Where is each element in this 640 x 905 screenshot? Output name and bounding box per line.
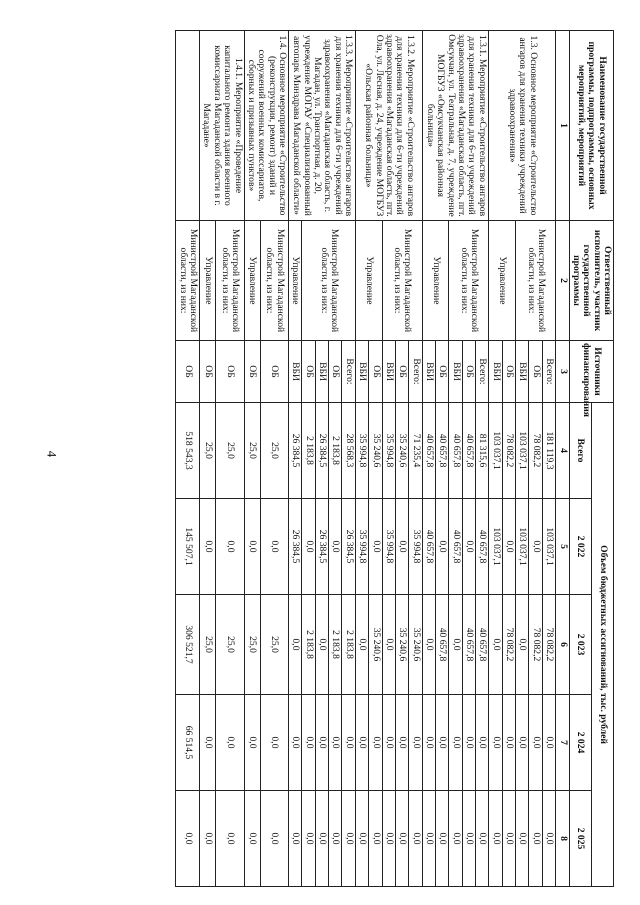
value-year: 0,0 [315,791,328,887]
value-year: 0,0 [529,695,542,791]
value-year: 0,0 [200,791,216,887]
value-year: 0,0 [260,791,288,887]
value-year: 0,0 [369,499,382,595]
value-year: 0,0 [355,791,368,887]
funding-source: ОБ [244,341,260,403]
value-year: 0,0 [289,791,302,887]
funding-source: ОБ [216,341,244,403]
value-year: 0,0 [315,595,328,695]
value-year: 103 037,1 [516,499,529,595]
colnum: 6 [556,595,569,695]
value-total: 518 543,3 [176,403,200,499]
value-total: 103 037,1 [489,403,502,499]
value-year: 0,0 [435,695,448,791]
value-year: 0,0 [395,791,408,887]
value-total: 25,0 [260,403,288,499]
value-total: 2 183,8 [329,403,342,499]
value-year: 0,0 [382,595,395,695]
value-year: 0,0 [462,791,475,887]
value-year: 78 082,2 [542,595,555,695]
value-year: 0,0 [529,791,542,887]
value-year: 0,0 [489,695,502,791]
value-total: 78 082,2 [529,403,542,499]
value-total: 40 657,8 [422,403,435,499]
funding-source: ОБ [302,341,315,403]
value-year: 25,0 [244,595,260,695]
value-year: 0,0 [329,791,342,887]
funding-source: ОБ [176,341,200,403]
measure-name [176,31,200,221]
value-year: 0,0 [529,499,542,595]
value-year: 0,0 [462,695,475,791]
value-total: 40 657,8 [435,403,448,499]
executor: Управление [244,221,260,341]
budget-table [175,30,614,887]
value-year: 40 657,8 [449,499,462,595]
table-row [342,31,355,887]
value-year: 0,0 [462,499,475,595]
value-year: 0,0 [382,695,395,791]
value-year: 0,0 [302,791,315,887]
table-row [260,31,288,887]
funding-source: Всего: [476,341,489,403]
funding-source: ОБ [395,341,408,403]
value-year: 25,0 [260,595,288,695]
header-executor: Ответственный исполнитель, участник государственной программы [569,221,613,341]
funding-source: ОБ [200,341,216,403]
executor: Министрой Магаданской области, из них: [449,221,489,341]
value-year: 0,0 [502,499,515,595]
value-year: 0,0 [369,791,382,887]
colnum: 7 [556,695,569,791]
measure-name: 1.3.1. Мероприятие «Строительство ангаров для хранения техники для 6-ти учреждений здравоохранения «Магаданская область, пгт. Омсукчан, ул. Театральная, д. 7, учреждение МОГБУЗ «Омсукчанская районная больница» [422,31,489,221]
colnum: 5 [556,499,569,595]
value-year: 35 240,6 [409,595,422,695]
value-total: 78 082,2 [502,403,515,499]
funding-source: ВБИ [422,341,435,403]
value-year: 0,0 [315,695,328,791]
value-year: 26 384,5 [342,499,355,595]
value-year: 0,0 [516,791,529,887]
colnum: 1 [556,31,569,221]
value-year: 0,0 [435,791,448,887]
value-total: 71 235,4 [409,403,422,499]
value-year: 40 657,8 [422,499,435,595]
value-year: 0,0 [409,791,422,887]
value-year: 0,0 [395,695,408,791]
funding-source: Всего: [409,341,422,403]
table-row [409,31,422,887]
value-year: 0,0 [449,695,462,791]
value-year: 0,0 [422,595,435,695]
value-year: 35 994,8 [355,499,368,595]
table-row [216,31,244,887]
value-year: 0,0 [476,791,489,887]
value-year: 0,0 [244,791,260,887]
value-year: 78 082,2 [529,595,542,695]
value-year: 0,0 [502,791,515,887]
value-year: 66 514,5 [176,695,200,791]
value-year: 103 037,1 [542,499,555,595]
header-year: 2 024 [569,695,591,791]
measure-name: 1.3. Основное мероприятие «Строительство ангаров для хранения техники учреждений здравоохранения» [489,31,556,221]
value-total: 2 183,8 [302,403,315,499]
header-year: 2 022 [569,499,591,595]
funding-source: Всего: [342,341,355,403]
table-row [176,31,200,887]
value-year: 0,0 [260,499,288,595]
value-year: 0,0 [260,695,288,791]
executor: Управление [489,221,516,341]
value-year: 0,0 [382,791,395,887]
value-total: 181 119,3 [542,403,555,499]
value-year: 103 037,1 [489,499,502,595]
value-year: 0,0 [329,695,342,791]
value-year: 35 994,8 [382,499,395,595]
value-year: 0,0 [302,695,315,791]
value-year: 25,0 [200,595,216,695]
funding-source: Всего: [542,341,555,403]
executor: Министрой Магаданской области, из них: [302,221,355,341]
executor: Управление [422,221,449,341]
value-year: 40 657,8 [476,499,489,595]
value-year: 0,0 [516,695,529,791]
measure-name: 1.3.2. Мероприятие «Строительство ангаров для хранения техники для 6-ти учреждений здравоохранения «Магаданская область, пгт. Ола, ул. Лесная, д. 24, учреждение МОГБУЗ «Ольская районная больница» [355,31,422,221]
funding-source: ОБ [329,341,342,403]
funding-source: ВБИ [315,341,328,403]
value-year: 0,0 [542,791,555,887]
value-year: 0,0 [435,499,448,595]
measure-name: 1.4. Основное мероприятие «Строительство (реконструкция, ремонт) зданий и сооружений военных комиссариатов, сборных и призывных пунктов» [244,31,288,221]
value-total: 40 657,8 [449,403,462,499]
header-year: 2 025 [569,791,591,887]
colnum: 4 [556,403,569,499]
value-total: 35 240,6 [395,403,408,499]
value-year: 35 240,6 [395,595,408,695]
table-row [542,31,555,887]
value-total: 25,0 [200,403,216,499]
colnum: 2 [556,221,569,341]
value-year: 145 507,1 [176,499,200,595]
value-year: 78 082,2 [502,595,515,695]
value-year: 40 657,8 [476,595,489,695]
header-year: 2 023 [569,595,591,695]
funding-source: ВБИ [449,341,462,403]
header-volume: Объем бюджетных ассигнований, тыс. рублей [591,403,613,887]
header-total: Всего [569,403,591,499]
value-year: 26 384,5 [315,499,328,595]
funding-source: ВБИ [489,341,502,403]
executor: Управление [289,221,302,341]
value-year: 0,0 [342,791,355,887]
value-total: 25,0 [216,403,244,499]
value-year: 0,0 [200,499,216,595]
colnum: 3 [556,341,569,403]
value-year: 0,0 [489,595,502,695]
value-total: 103 037,1 [516,403,529,499]
value-year: 0,0 [244,499,260,595]
value-year: 0,0 [329,499,342,595]
value-year: 35 994,8 [409,499,422,595]
value-year: 25,0 [216,595,244,695]
value-year: 0,0 [200,695,216,791]
colnum: 8 [556,791,569,887]
value-year: 0,0 [289,695,302,791]
funding-source: ОБ [369,341,382,403]
value-year: 2 183,8 [342,595,355,695]
value-year: 0,0 [302,499,315,595]
value-year: 0,0 [449,595,462,695]
value-year: 40 657,8 [462,595,475,695]
value-year: 0,0 [422,695,435,791]
funding-source: ОБ [260,341,288,403]
executor: Министрой Магаданской области, из них: [216,221,244,341]
value-total: 26 384,5 [315,403,328,499]
value-year: 0,0 [422,791,435,887]
measure-name: 1.4.1. Мероприятие «Проведение капитального ремонта здания военного комиссариата Магаданской области в г. Магадане» [200,31,244,221]
value-year: 26 384,5 [289,499,302,595]
header-name: Наименование государственной программы, подпрограммы, основных мероприятий, мероприятий [569,31,613,221]
funding-source: ВБИ [382,341,395,403]
value-year: 35 240,6 [369,595,382,695]
value-year: 306 521,7 [176,595,200,695]
value-total: 35 994,8 [355,403,368,499]
value-year: 0,0 [476,695,489,791]
value-year: 0,0 [395,499,408,595]
funding-source: ОБ [435,341,448,403]
value-year: 0,0 [502,695,515,791]
value-year: 0,0 [216,695,244,791]
value-year: 2 183,8 [302,595,315,695]
value-year: 0,0 [449,791,462,887]
value-year: 0,0 [516,595,529,695]
executor: Министрой Магаданской области, из них: [382,221,422,341]
table-body [176,31,556,887]
table-row [476,31,489,887]
value-year: 0,0 [342,695,355,791]
value-year: 0,0 [176,791,200,887]
executor: Министрой Магаданской области, из них: [260,221,288,341]
value-year: 0,0 [289,595,302,695]
funding-source: ОБ [502,341,515,403]
rotated-table-wrapper [54,30,614,886]
value-total: 28 568,3 [342,403,355,499]
executor: Управление [200,221,216,341]
measure-name: 1.3.3. Мероприятие «Строительство ангаров для хранения техники для 6-ти учреждений здравоохранения «Магаданская область, г. Магадан, ул. Транспортная, д. 20, учреждение МОГАУ «Специализированный автопарк Минздрава Магаданской области» [289,31,356,221]
value-year: 0,0 [216,791,244,887]
value-year: 0,0 [369,695,382,791]
value-total: 25,0 [244,403,260,499]
funding-source: ОБ [462,341,475,403]
value-year: 0,0 [355,595,368,695]
funding-source: ВБИ [355,341,368,403]
value-total: 26 384,5 [289,403,302,499]
value-year: 0,0 [409,695,422,791]
executor: Министрой Магаданской области, из них: [516,221,556,341]
value-year: 0,0 [244,695,260,791]
funding-source: ОБ [529,341,542,403]
value-year: 0,0 [355,695,368,791]
funding-source: ВБИ [516,341,529,403]
value-total: 35 240,6 [369,403,382,499]
value-total: 35 994,8 [382,403,395,499]
value-year: 0,0 [489,791,502,887]
page-number: 4 [44,450,60,458]
executor: Управление [355,221,382,341]
value-year: 0,0 [542,695,555,791]
value-year: 0,0 [216,499,244,595]
value-year: 40 657,8 [435,595,448,695]
value-year: 2 183,8 [329,595,342,695]
header-sources: Источники финансирования [569,341,613,403]
value-total: 40 657,8 [462,403,475,499]
value-total: 81 315,6 [476,403,489,499]
executor: Министрой Магаданской области, из них: [176,221,200,341]
funding-source: ВБИ [289,341,302,403]
